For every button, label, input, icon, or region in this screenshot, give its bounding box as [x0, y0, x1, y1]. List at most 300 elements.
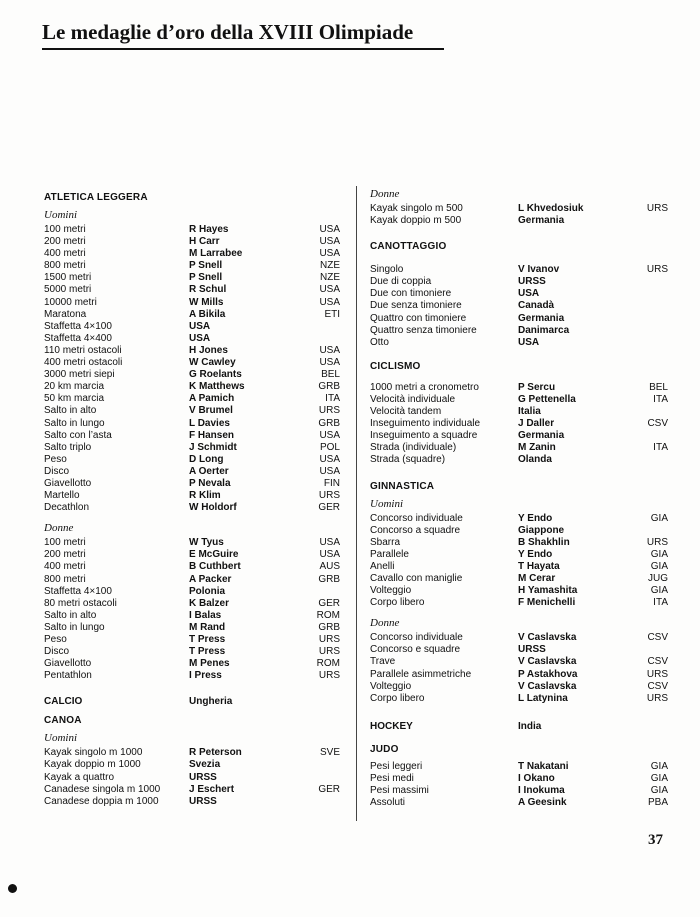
winner-name: A Pamich: [189, 393, 235, 405]
result-row: [370, 276, 668, 288]
page-number: 37: [648, 832, 663, 848]
result-row: [370, 382, 668, 394]
nation-code: USA: [319, 549, 340, 561]
winner-name: V Caslavska: [518, 632, 577, 644]
result-row: [370, 585, 668, 597]
event-name: Inseguimento individuale: [370, 418, 481, 430]
winner-name: V Caslavska: [518, 680, 577, 692]
result-row: [44, 454, 340, 466]
nation-code: USA: [319, 284, 340, 296]
event-name: 50 km marcia: [44, 393, 105, 405]
nation-code: PBA: [647, 797, 668, 809]
result-row: [44, 357, 340, 369]
nation-code: [632, 325, 668, 337]
result-row: [44, 586, 340, 598]
nation-code: USA: [319, 224, 340, 235]
event-name: Peso: [44, 453, 67, 465]
result-row: [370, 561, 668, 573]
subsection-title: Uomini: [370, 497, 403, 510]
result-row: [44, 574, 340, 586]
nation-code: [304, 333, 340, 345]
results-list: [44, 537, 340, 682]
event-name: Pesi massimi: [370, 785, 429, 796]
event-name: Parallele: [370, 548, 409, 560]
event-name: Volteggio: [370, 680, 412, 692]
event-name: 1000 metri a cronometro: [370, 381, 479, 393]
winner-name: T Press: [189, 634, 226, 645]
winner-name: V Brumel: [189, 405, 233, 417]
result-row: [370, 549, 668, 561]
nation-code: URS: [318, 670, 340, 682]
winner-name: B Shakhlin: [518, 536, 570, 548]
nation-code: [304, 759, 340, 771]
result-row: [370, 430, 668, 442]
results-list: [44, 224, 340, 514]
winner-name: USA: [518, 288, 540, 300]
nation-code: GIA: [650, 772, 668, 784]
results-list: [370, 513, 668, 610]
event-name: Giavellotto: [44, 658, 92, 670]
nation-code: GIA: [650, 760, 668, 772]
section-canottaggio: [370, 241, 668, 349]
event-name: Salto triplo: [44, 441, 92, 453]
nation-code: CSV: [647, 632, 668, 644]
event-name: Salto con l’asta: [44, 429, 112, 441]
nation-code: GIA: [650, 548, 668, 560]
nation-code: [632, 313, 668, 325]
winner-name: URSS: [189, 771, 217, 783]
event-name: 5000 metri: [44, 284, 92, 296]
nation-code: URS: [646, 203, 668, 214]
winner-name: USA: [189, 320, 211, 332]
result-row: [370, 597, 668, 609]
nation-code: [632, 337, 668, 349]
winner-name: Germania: [518, 312, 565, 324]
bullet-mark: [8, 884, 17, 893]
event-name: Salto in lungo: [44, 417, 105, 429]
winner-name: M Larrabee: [189, 248, 243, 260]
nation-code: GER: [318, 783, 340, 795]
winner-name: V Ivanov: [518, 264, 560, 276]
result-row: [44, 284, 340, 296]
winner-name: J Eschert: [189, 783, 235, 795]
result-row: [44, 248, 340, 260]
nation-code: ITA: [653, 393, 668, 405]
event-name: Maratona: [44, 308, 87, 320]
winner-name: J Daller: [518, 418, 555, 430]
winner-name: URSS: [518, 644, 546, 656]
event-name: Salto in alto: [44, 609, 97, 621]
event-name: Pesi leggeri: [370, 760, 423, 772]
event-name: Concorso individuale: [370, 512, 463, 524]
winner-name: Giappone: [518, 524, 565, 536]
nation-code: [304, 321, 340, 333]
winner-name: V Caslavska: [518, 656, 577, 668]
event-name: Kayak singolo m 500: [370, 203, 463, 214]
section-atletica: [44, 192, 340, 682]
nation-code: GIA: [650, 560, 668, 572]
winner-name: J Schmidt: [189, 441, 237, 453]
winner-name: W Mills: [189, 296, 224, 308]
winner-name: Italia: [518, 406, 541, 418]
event-name: Peso: [44, 634, 67, 645]
results-list: [370, 761, 668, 809]
event-name: Corpo libero: [370, 597, 425, 609]
winner-name: Polonia: [189, 585, 226, 597]
winner: Ungheria: [189, 696, 233, 708]
result-row: [370, 313, 668, 325]
result-row: [370, 513, 668, 525]
event-name: Singolo: [370, 264, 404, 276]
winner-name: I Press: [189, 670, 222, 682]
winner-name: T Press: [189, 646, 226, 658]
result-row: [44, 549, 340, 561]
winner-name: L Latynina: [518, 692, 568, 704]
nation-code: USA: [319, 429, 340, 441]
result-row: [44, 634, 340, 646]
event-name: 200 metri: [44, 236, 86, 248]
section-judo: [370, 744, 668, 809]
event-name: Kayak doppio m 500: [370, 215, 462, 227]
result-row: [44, 784, 340, 796]
result-row: [370, 264, 668, 276]
result-row: [370, 797, 668, 809]
result-row: [44, 537, 340, 549]
result-row: [44, 490, 340, 502]
winner: India: [518, 720, 542, 732]
event-name: Decathlon: [44, 502, 90, 514]
nation-code: USA: [319, 465, 340, 477]
subsection-title: Uomini: [44, 209, 77, 221]
nation-code: URS: [318, 634, 340, 645]
result-row: [370, 454, 668, 466]
winner-name: K Matthews: [189, 381, 245, 393]
result-row: [44, 598, 340, 610]
nation-code: ETI: [324, 308, 340, 320]
winner-name: A Bikila: [189, 308, 226, 320]
result-row: [370, 773, 668, 785]
nation-code: URS: [318, 646, 340, 658]
event-name: 200 metri: [44, 549, 86, 561]
result-row: [44, 442, 340, 454]
event-name: 100 metri: [44, 224, 86, 235]
nation-code: USA: [319, 537, 340, 549]
nation-code: GIA: [650, 785, 668, 796]
result-row: [44, 430, 340, 442]
nation-code: NZE: [320, 260, 340, 272]
nation-code: ROM: [316, 658, 340, 670]
event-name: Kayak a quattro: [44, 771, 115, 783]
event-name: Disco: [44, 646, 70, 658]
event-name: 110 metri ostacoli: [44, 344, 122, 356]
nation-code: USA: [319, 248, 340, 260]
event-name: Salto in alto: [44, 405, 97, 417]
event-name: Due di coppia: [370, 276, 432, 288]
winner-name: Danimarca: [518, 324, 570, 336]
winner-name: T Hayata: [518, 560, 560, 572]
winner-name: R Hayes: [189, 224, 229, 235]
event-name: 400 metri: [44, 248, 86, 260]
section-title: CALCIO: [44, 696, 83, 708]
winner-name: R Schul: [189, 284, 227, 296]
result-row: [370, 644, 668, 656]
winner-name: USA: [189, 332, 211, 344]
section-title: JUDO: [370, 743, 399, 755]
nation-code: BEL: [321, 369, 340, 381]
nation-code: GRB: [318, 621, 340, 633]
result-row: [44, 260, 340, 272]
event-name: Martello: [44, 490, 80, 502]
event-name: Due senza timoniere: [370, 300, 462, 312]
nation-code: AUS: [319, 561, 340, 573]
event-name: 100 metri: [44, 537, 86, 549]
winner-name: W Tyus: [189, 537, 224, 549]
event-name: 1500 metri: [44, 272, 92, 284]
winner-name: B Cuthbert: [189, 561, 241, 573]
winner-name: Svezia: [189, 759, 221, 771]
event-name: Strada (squadre): [370, 454, 446, 466]
nation-code: FIN: [323, 477, 340, 489]
nation-code: CSV: [647, 656, 668, 668]
results-list: [370, 203, 668, 227]
result-row: [370, 656, 668, 668]
winner-name: W Holdorf: [189, 502, 237, 514]
event-name: Anelli: [370, 560, 395, 572]
winner-name: L Davies: [189, 417, 230, 429]
result-row: [370, 693, 668, 705]
winner-name: T Nakatani: [518, 760, 569, 772]
winner-name: K Balzer: [189, 597, 230, 609]
result-row: [370, 525, 668, 537]
nation-code: [632, 215, 668, 227]
nation-code: USA: [319, 236, 340, 248]
nation-code: SVE: [319, 747, 340, 759]
winner-name: Y Endo: [518, 548, 553, 560]
nation-code: ITA: [653, 442, 668, 454]
event-name: Trave: [370, 656, 396, 668]
result-row: [44, 381, 340, 393]
nation-code: URS: [646, 264, 668, 276]
nation-code: POL: [319, 441, 340, 453]
nation-code: GIA: [650, 585, 668, 597]
event-name: Staffetta 4×100: [44, 320, 112, 332]
result-row: [44, 561, 340, 573]
result-row: [370, 288, 668, 300]
result-row: [370, 573, 668, 585]
nation-code: USA: [319, 453, 340, 465]
event-name: Concorso a squadre: [370, 524, 461, 536]
winner-name: USA: [518, 336, 540, 348]
event-name: 800 metri: [44, 573, 86, 585]
winner-name: I Okano: [518, 772, 555, 784]
event-name: 3000 metri siepi: [44, 369, 115, 381]
event-name: Kayak singolo m 1000: [44, 747, 143, 759]
nation-code: NZE: [320, 272, 340, 284]
result-row: [370, 669, 668, 681]
event-name: Strada (individuale): [370, 442, 457, 454]
result-row: [370, 215, 668, 227]
event-name: Staffetta 4×100: [44, 585, 112, 597]
nation-code: BEL: [649, 381, 668, 393]
event-name: Salto in lungo: [44, 621, 105, 633]
winner-name: H Carr: [189, 236, 220, 248]
nation-code: URS: [318, 405, 340, 417]
section-title: GINNASTICA: [370, 480, 435, 492]
winner-name: Olanda: [518, 454, 552, 466]
winner-name: A Oerter: [189, 465, 229, 477]
event-name: Concorso e squadre: [370, 644, 461, 656]
winner-name: P Snell: [189, 260, 223, 272]
event-name: Concorso individuale: [370, 632, 463, 644]
event-name: Due con timoniere: [370, 288, 452, 300]
event-name: Volteggio: [370, 585, 412, 597]
nation-code: USA: [319, 296, 340, 308]
event-name: Assoluti: [370, 797, 406, 809]
result-row: [370, 442, 668, 454]
left-column: [44, 188, 340, 816]
nation-code: [632, 525, 668, 537]
section-calcio: [44, 696, 340, 707]
event-name: 400 metri ostacoli: [44, 357, 123, 369]
event-name: Quattro con timoniere: [370, 312, 467, 324]
result-row: [370, 325, 668, 337]
winner-name: F Hansen: [189, 429, 235, 441]
section-canoa: [44, 715, 340, 807]
result-row: [44, 658, 340, 670]
winner-name: I Balas: [189, 609, 222, 621]
result-row: [370, 394, 668, 406]
results-list: [44, 747, 340, 807]
winner-name: Y Endo: [518, 512, 553, 524]
subsection-title: Donne: [370, 617, 400, 630]
result-row: [370, 632, 668, 644]
nation-code: GRB: [318, 573, 340, 585]
right-column: [370, 188, 668, 817]
result-row: [370, 681, 668, 693]
event-name: Canadese singola m 1000: [44, 783, 161, 795]
event-name: 10000 metri: [44, 296, 97, 308]
nation-code: GRB: [318, 417, 340, 429]
result-row: [44, 272, 340, 284]
winner-name: I Inokuma: [518, 785, 565, 796]
winner-name: D Long: [189, 453, 224, 465]
event-name: Velocità tandem: [370, 406, 442, 418]
nation-code: USA: [319, 344, 340, 356]
nation-code: [632, 454, 668, 466]
event-name: Disco: [44, 465, 70, 477]
result-row: [44, 466, 340, 478]
event-name: 800 metri: [44, 260, 86, 272]
nation-code: CSV: [647, 680, 668, 692]
result-row: [44, 670, 340, 682]
section-title: CICLISMO: [370, 360, 421, 372]
event-name: Kayak doppio m 1000: [44, 759, 141, 771]
winner-name: R Klim: [189, 490, 221, 502]
section-title: CANOTTAGGIO: [370, 241, 447, 253]
winner-name: M Cerar: [518, 572, 556, 584]
event-name: Inseguimento a squadre: [370, 430, 478, 442]
column-divider: [356, 186, 357, 821]
result-row: [44, 297, 340, 309]
nation-code: JUG: [648, 572, 668, 584]
nation-code: URS: [318, 490, 340, 502]
result-row: [44, 393, 340, 405]
result-row: [370, 418, 668, 430]
result-row: [44, 747, 340, 759]
winner-name: W Cawley: [189, 357, 236, 369]
event-name: Pentathlon: [44, 670, 92, 682]
section-title: ATLETICA LEGGERA: [44, 192, 148, 203]
event-name: Cavallo con maniglie: [370, 572, 463, 584]
event-name: 80 metri ostacoli: [44, 597, 117, 609]
nation-code: ITA: [325, 393, 340, 405]
result-row: [44, 796, 340, 808]
event-name: Pesi medi: [370, 772, 414, 784]
event-name: Corpo libero: [370, 692, 425, 704]
result-row: [370, 537, 668, 549]
result-row: [44, 321, 340, 333]
result-row: [44, 224, 340, 236]
result-row: [44, 309, 340, 321]
event-name: Sbarra: [370, 536, 401, 548]
event-name: Quattro senza timoniere: [370, 324, 477, 336]
winner-name: P Astakhova: [518, 668, 578, 680]
nation-code: GER: [318, 502, 340, 514]
result-row: [370, 337, 668, 349]
section-ginnastica: [370, 481, 668, 705]
results-list: [370, 632, 668, 705]
nation-code: ITA: [653, 597, 668, 609]
result-row: [44, 369, 340, 381]
result-row: [44, 345, 340, 357]
result-row: [44, 646, 340, 658]
nation-code: CSV: [647, 418, 668, 430]
result-row: [370, 785, 668, 797]
event-name: Velocità individuale: [370, 393, 456, 405]
event-name: Canadese doppia m 1000: [44, 795, 159, 807]
nation-code: GIA: [650, 512, 668, 524]
nation-code: [632, 300, 668, 312]
nation-code: [632, 406, 668, 418]
nation-code: USA: [319, 357, 340, 369]
winner-name: Germania: [518, 215, 565, 227]
winner-name: P Nevala: [189, 477, 231, 489]
winner-name: G Pettenella: [518, 393, 576, 405]
results-list: [370, 382, 668, 467]
result-row: [44, 502, 340, 514]
subsection-title: Uomini: [44, 732, 77, 745]
result-row: [44, 622, 340, 634]
event-name: Giavellotto: [44, 477, 92, 489]
winner-name: URSS: [518, 276, 546, 288]
winner-name: H Jones: [189, 344, 228, 356]
nation-code: [632, 276, 668, 288]
event-name: 400 metri: [44, 561, 86, 573]
nation-code: [304, 586, 340, 598]
winner-name: P Sercu: [518, 381, 556, 393]
event-name: Staffetta 4×400: [44, 332, 112, 344]
nation-code: URS: [646, 692, 668, 704]
result-row: [370, 203, 668, 215]
nation-code: GRB: [318, 381, 340, 393]
section-title: CANOA: [44, 715, 82, 727]
winner-name: F Menichelli: [518, 597, 576, 609]
result-row: [44, 610, 340, 622]
section-hockey: [370, 721, 668, 732]
event-name: Parallele asimmetriche: [370, 668, 472, 680]
subsection-title: Donne: [370, 188, 400, 200]
subsection-title: Donne: [44, 522, 74, 535]
